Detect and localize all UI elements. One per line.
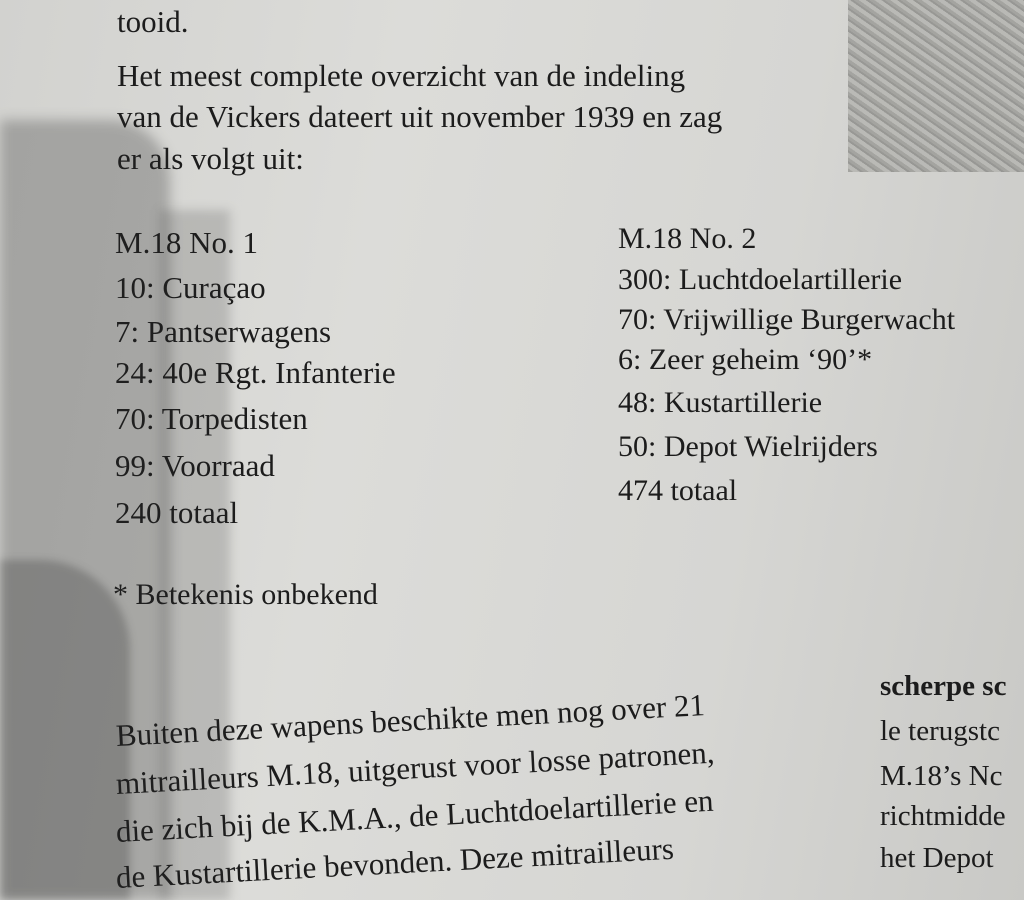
col2-item: 50: Depot Wielrijders	[618, 430, 878, 463]
intro-line-2: van de Vickers dateert uit november 1939 en zag	[117, 99, 723, 134]
finger-shadow	[160, 210, 230, 900]
body-right-line: le terugstc	[880, 715, 1000, 747]
footnote: * Betekenis onbekend	[113, 578, 378, 611]
col1-item: 10: Curaçao	[115, 270, 266, 305]
body-right-line: het Depot	[880, 842, 994, 874]
col1-heading: M.18 No. 1	[115, 225, 258, 260]
body-right-line: scherpe sc	[880, 670, 1007, 702]
col1-item: 99: Voorraad	[115, 448, 275, 483]
col1-item: 70: Torpedisten	[115, 401, 308, 436]
photo-fragment	[848, 0, 1024, 172]
col2-item: 6: Zeer geheim ‘90’*	[618, 343, 873, 376]
intro-line-0: tooid.	[117, 4, 189, 39]
lower-shadow	[0, 560, 130, 900]
col2-item: 70: Vrijwillige Burgerwacht	[618, 303, 956, 336]
body-left-line: Buiten deze wapens beschikte men nog over 21	[115, 687, 706, 753]
body-left-line: die zich bij de K.M.A., de Luchtdoelartillerie en	[115, 782, 715, 849]
body-left-line: de Kustartillerie bevonden. Deze mitrailleurs	[115, 830, 675, 895]
col1-total: 240 totaal	[115, 495, 239, 530]
col2-heading: M.18 No. 2	[618, 222, 757, 255]
body-right-line: M.18’s Nc	[880, 760, 1003, 792]
intro-line-1: Het meest complete overzicht van de indeling	[117, 58, 686, 93]
col2-item: 300: Luchtdoelartillerie	[618, 263, 903, 296]
col1-item: 7: Pantserwagens	[115, 314, 332, 349]
intro-line-3: er als volgt uit:	[117, 141, 304, 176]
col1-item: 24: 40e Rgt. Infanterie	[115, 355, 396, 390]
body-left-line: mitrailleurs M.18, uitgerust voor losse patronen,	[115, 734, 716, 801]
body-right-line: richtmidde	[880, 800, 1006, 832]
col2-item: 48: Kustartillerie	[618, 386, 823, 419]
col2-total: 474 totaal	[618, 474, 738, 507]
